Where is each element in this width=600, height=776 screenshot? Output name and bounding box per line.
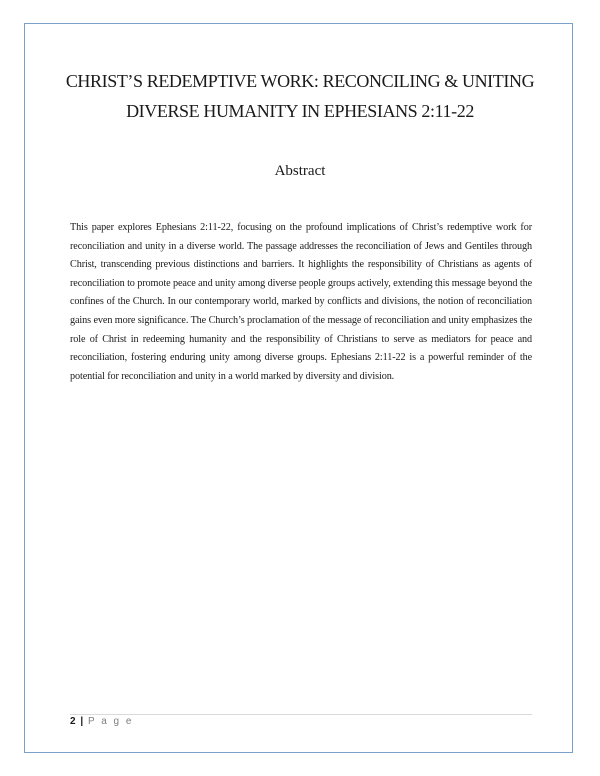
title-line-1: CHRIST’S REDEMPTIVE WORK: RECONCILING & UNITING bbox=[65, 71, 535, 91]
page-label: P a g e bbox=[87, 716, 134, 727]
page-footer bbox=[70, 716, 133, 727]
page-border bbox=[24, 23, 573, 753]
abstract-body: This paper explores Ephesians 2:11-22, focusing on the profound implications of Christ’s redemptive work for reconciliation and unity in a diverse world. The passage addresses the reconciliation of Jews and Gentiles through Christ, transcending previous distinctions and barriers. It highlights the responsibility of Christians as agents of reconciliation to promote peace and unity among diverse people groups actively, extending this message beyond the confines of the Church. In our contemporary world, marked by conflicts and divisions, the notion of reconciliation gains even more significance. The Church’s proclamation of the message of reconciliation and unity emphasizes the role of Christ in redeeming humanity and the responsibility of Christians to serve as mediators for peace and reconciliation, fostering enduring unity among diverse groups. Ephesians 2:11-22 is a powerful reminder of the potential for reconciliation and unity in a world marked by diversity and division. bbox=[70, 222, 532, 382]
abstract-heading: Abstract bbox=[274, 163, 326, 179]
footer-divider bbox=[70, 714, 532, 715]
page-number: 2 bbox=[70, 716, 76, 727]
title-line-2: DIVERSE HUMANITY IN EPHESIANS 2:11-22 bbox=[126, 101, 474, 121]
footer-separator: | bbox=[80, 716, 84, 727]
